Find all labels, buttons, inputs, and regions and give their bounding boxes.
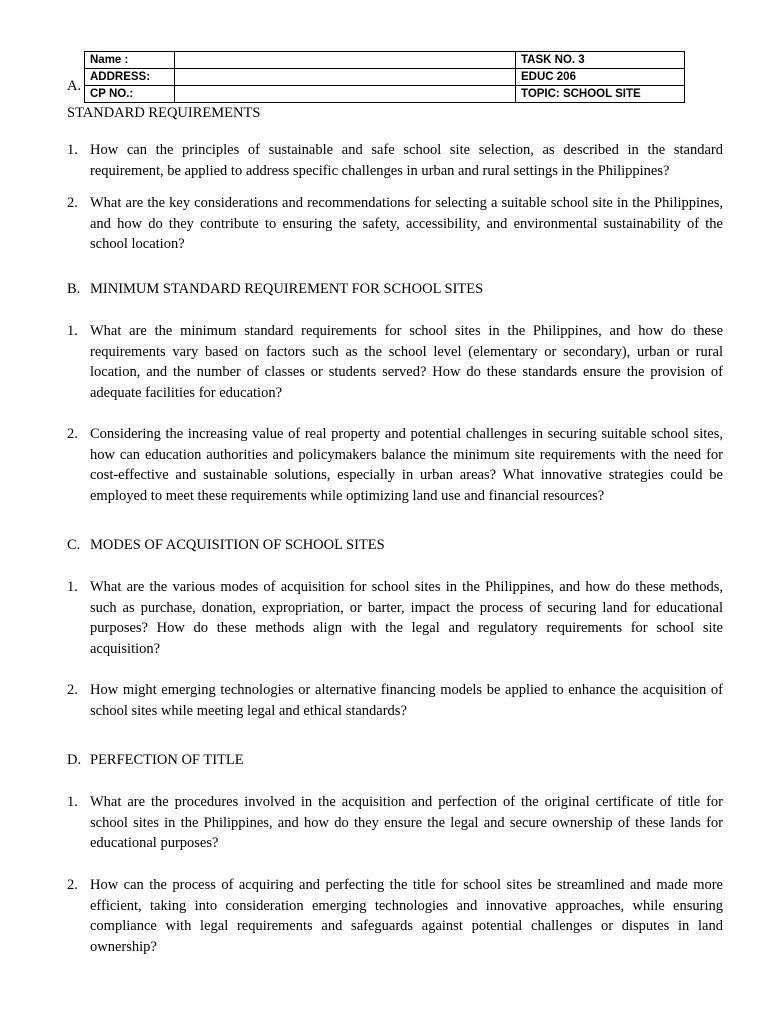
cp-label: CP NO.: [85, 86, 175, 103]
question-a2 [67, 193, 723, 255]
question-text: How might emerging technologies or alternative financing models be applied to enhance the acquisition of school sites while meeting legal and ethical standards? [90, 682, 723, 719]
address-label: ADDRESS: [85, 69, 175, 86]
question-text: What are the various modes of acquisition for school sites in the Philippines, and how do these methods, such as purchase, donation, expropriation, or barter, impact the process of securing land for educational purposes? How do these methods align with the legal and regulatory requirements for school site acquisition? [90, 579, 723, 657]
cp-field[interactable] [175, 86, 516, 103]
question-number: 2. [67, 682, 78, 698]
section-a-title: STANDARD REQUIREMENTS [67, 105, 261, 121]
question-text: What are the procedures involved in the acquisition and perfection of the original certificate of title for school sites in the Philippines, and how do they ensure the legal and secure ownership of these lands for educational purposes? [90, 794, 723, 851]
course-code: EDUC 206 [516, 69, 685, 86]
section-b-letter: B. [67, 281, 81, 297]
question-text: How can the process of acquiring and perfecting the title for school sites be streamlined and made more efficient, taking into consideration emerging technologies and innovative approaches, while ensuring compliance with legal requirements and safeguards against potential challenges or disputes in land ownership? [90, 877, 723, 955]
question-number: 2. [67, 195, 78, 211]
question-d1 [67, 792, 723, 854]
address-field[interactable] [175, 69, 516, 86]
question-number: 2. [67, 877, 78, 893]
name-label: Name : [85, 52, 175, 69]
header-row-cp [85, 86, 685, 103]
header-table [84, 51, 685, 103]
question-c1 [67, 577, 723, 659]
section-b-title: MINIMUM STANDARD REQUIREMENT FOR SCHOOL SITES [90, 281, 484, 297]
question-number: 2. [67, 426, 78, 442]
name-field[interactable] [175, 52, 516, 69]
question-text: How can the principles of sustainable and safe school site selection, as described in the standard requirement, be applied to address specific challenges in urban and rural settings in the Philippines? [90, 142, 723, 179]
question-d2 [67, 875, 723, 957]
section-d-heading [67, 752, 244, 769]
question-number: 1. [67, 579, 78, 595]
question-number: 1. [67, 142, 78, 158]
section-c-heading [67, 537, 385, 554]
question-b1 [67, 321, 723, 403]
section-c-letter: C. [67, 537, 81, 553]
question-b2 [67, 424, 723, 506]
question-c2 [67, 680, 723, 721]
question-text: What are the key considerations and recommendations for selecting a suitable school site in the Philippines, and how do they contribute to ensuring the safety, accessibility, and environmental sustainability of the school location? [90, 195, 723, 252]
question-a1 [67, 140, 723, 181]
section-b-heading [67, 281, 483, 298]
header-row-name [85, 52, 685, 69]
section-a-letter: A. [67, 78, 82, 94]
question-number: 1. [67, 323, 78, 339]
header-row-address [85, 69, 685, 86]
question-text: What are the minimum standard requirements for school sites in the Philippines, and how do these requirements vary based on factors such as the school level (elementary or secondary), urban or rural location, and the number of classes or students served? How do these standards ensure the provision of adequate facilities for education? [90, 323, 723, 401]
question-text: Considering the increasing value of real property and potential challenges in securing suitable school sites, how can education authorities and policymakers balance the minimum site requirements with the need for cost-effective and sustainable solutions, especially in urban areas? What innovative strategies could be employed to meet these requirements while optimizing land use and financial resources? [90, 426, 723, 504]
section-d-letter: D. [67, 752, 82, 768]
task-number: TASK NO. 3 [516, 52, 685, 69]
question-number: 1. [67, 794, 78, 810]
section-c-title: MODES OF ACQUISITION OF SCHOOL SITES [90, 537, 385, 553]
section-d-title: PERFECTION OF TITLE [90, 752, 244, 768]
topic: TOPIC: SCHOOL SITE [516, 86, 685, 103]
